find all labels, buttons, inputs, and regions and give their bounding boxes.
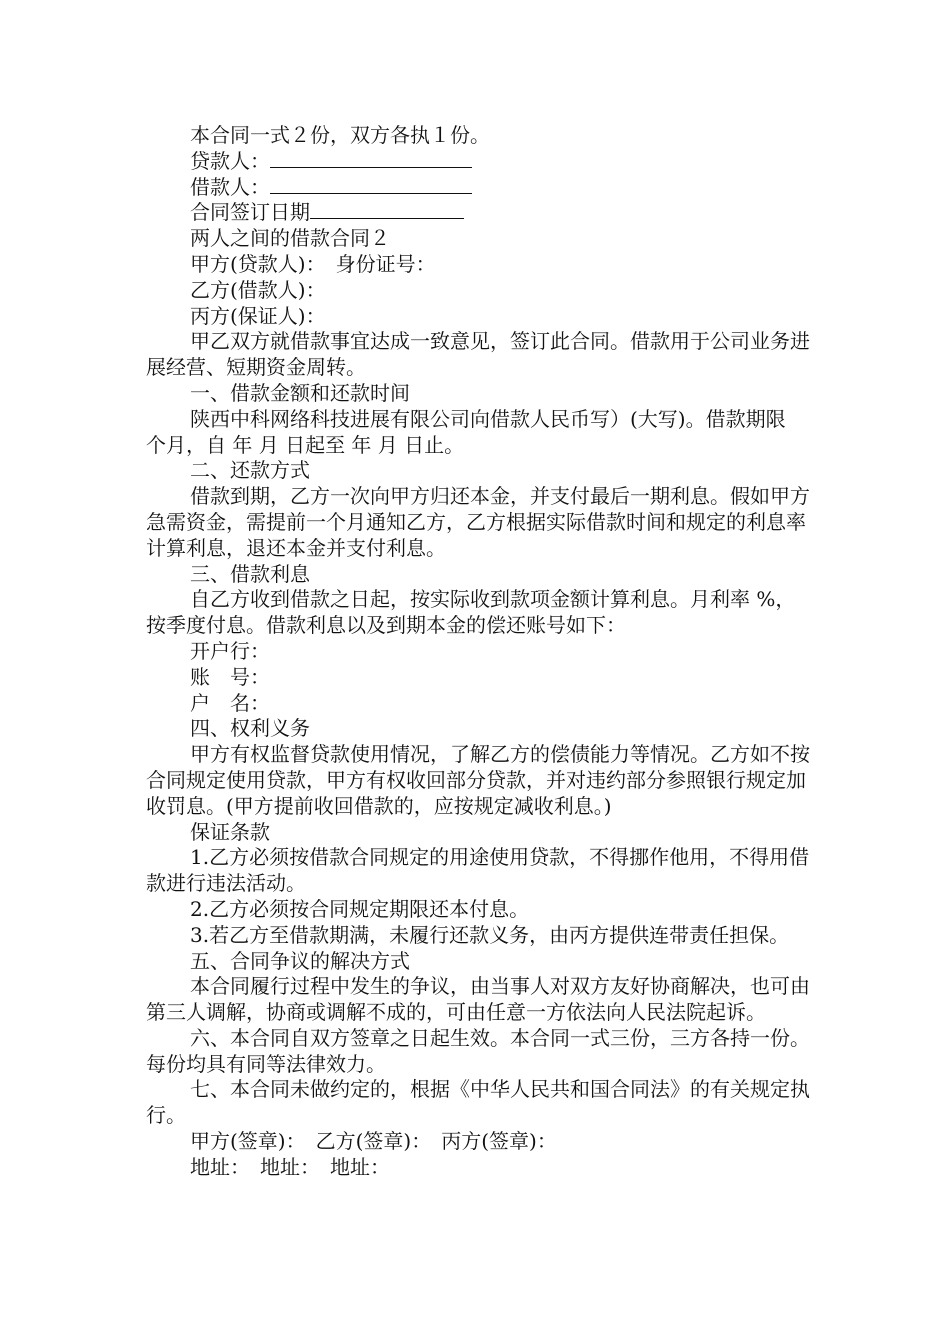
section-3-text: 自乙方收到借款之日起，按实际收到款项金额计算利息。月利率 %，按季度付息。借款利息以及到期本金的偿还账号如下：: [146, 587, 796, 638]
holder-field: 户 名：: [190, 690, 270, 715]
sign-date-blank: [310, 200, 464, 219]
section-2-heading: 二、还款方式: [190, 458, 310, 483]
borrower-blank: [270, 175, 472, 194]
section-2-text: 借款到期，乙方一次向甲方归还本金，并支付最后一期利息。假如甲方急需资金，需提前一个月通知乙方，乙方根据实际借款时间和规定的利息率计算利息，退还本金并支付利息。: [146, 484, 810, 560]
guarantee-item-2: 2.乙方必须按合同规定期限还本付息。: [190, 896, 530, 921]
contract-title: 两人之间的借款合同２: [190, 226, 390, 251]
party-c: 丙方(保证人)：: [190, 303, 326, 328]
section-5-text: 本合同履行过程中发生的争议，由当事人对双方友好协商解决，也可由第三人调解，协商或调解不成的，可由任意一方依法向人民法院起诉。: [146, 974, 810, 1025]
guarantee-item-3: 3.若乙方至借款期满，未履行还款义务，由丙方提供连带责任担保。: [190, 922, 790, 947]
guarantee-heading: 保证条款: [190, 819, 270, 844]
section-1-heading: 一、借款金额和还款时间: [190, 380, 410, 405]
signature-line: 甲方(签章)： 乙方(签章)： 丙方(签章)：: [190, 1129, 557, 1154]
section-4-text: 甲方有权监督贷款使用情况，了解乙方的偿债能力等情况。乙方如不按合同规定使用贷款，甲方有权收回部分贷款，并对违约部分参照银行规定加收罚息。(甲方提前收回借款的，应按规定减收利息。): [146, 742, 810, 818]
section-7-text: 七、本合同未做约定的，根据《中华人民共和国合同法》的有关规定执行。: [146, 1077, 810, 1128]
section-6-text: 六、本合同自双方签章之日起生效。本合同一式三份，三方各持一份。每份均具有同等法律效力。: [146, 1025, 810, 1076]
lender-label: 贷款人：: [190, 148, 270, 173]
section-3-heading: 三、借款利息: [190, 561, 310, 586]
party-b: 乙方(借款人)：: [190, 277, 326, 302]
section-4-heading: 四、权利义务: [190, 716, 310, 741]
account-field: 账 号：: [190, 664, 270, 689]
section-1-text: 陕西中科网络科技进展有限公司向借款人民币写）(大写)。借款期限 个月，自 年 月 日起至 年 月 日止。: [146, 406, 792, 457]
lender-blank: [270, 149, 472, 168]
bank-field: 开户行：: [190, 638, 270, 663]
guarantee-item-1: 1.乙方必须按借款合同规定的用途使用贷款，不得挪作他用，不得用借款进行违法活动。: [146, 845, 810, 896]
borrower-label: 借款人：: [190, 174, 270, 199]
address-line: 地址： 地址： 地址：: [190, 1154, 390, 1179]
sign-date-label: 合同签订日期: [190, 200, 310, 225]
copies-statement: 本合同一式２份，双方各执１份。: [190, 123, 490, 147]
borrower-field: [146, 175, 810, 201]
intro-paragraph: 甲乙双方就借款事宜达成一致意见，签订此合同。借款用于公司业务进展经营、短期资金周转。: [146, 329, 810, 380]
contract-body: [146, 123, 810, 1181]
sign-date-field: [146, 200, 810, 226]
section-5-heading: 五、合同争议的解决方式: [190, 948, 410, 973]
party-a: 甲方(贷款人)： 身份证号：: [190, 251, 436, 276]
lender-field: [146, 149, 810, 175]
